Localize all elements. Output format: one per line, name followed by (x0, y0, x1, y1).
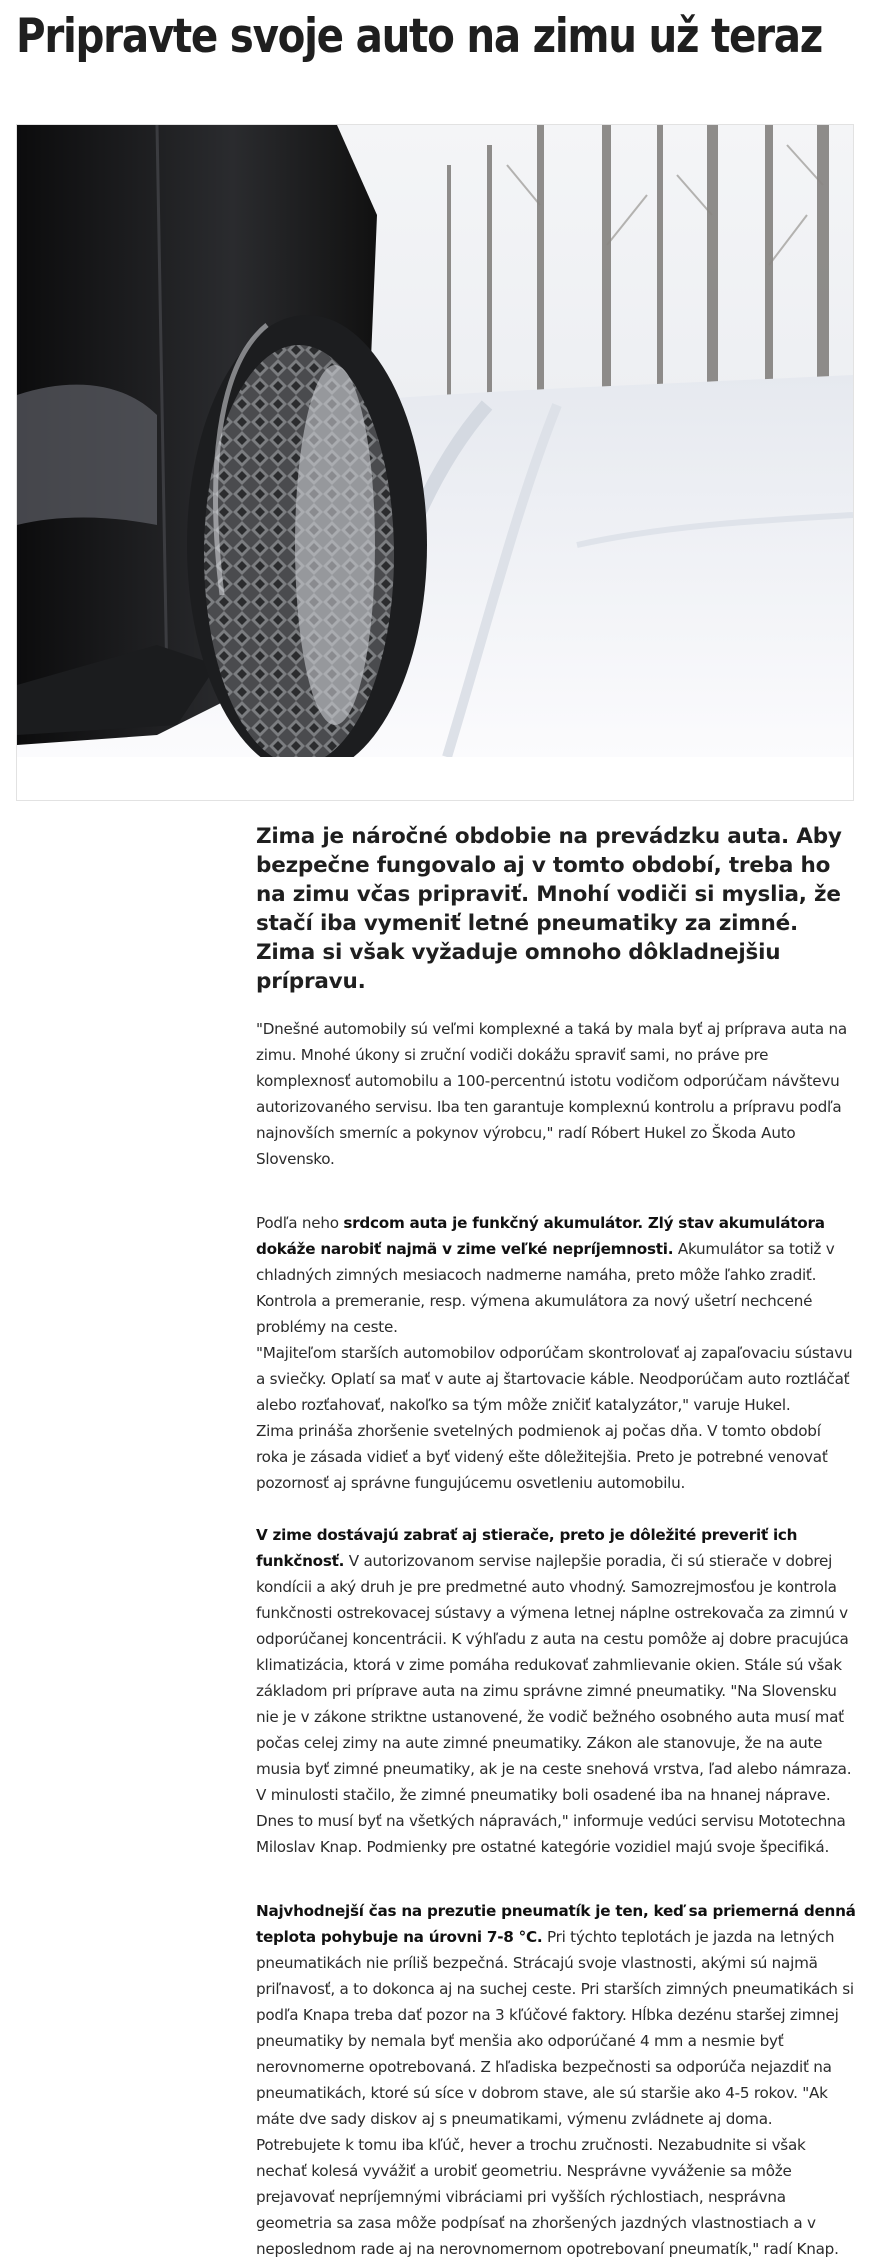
article-image (16, 124, 854, 801)
paragraph-battery (256, 1210, 856, 1340)
wipers-highlight: V zime dostávajú zabrať aj stierače, preto je dôležité preveriť ich funkčnosť. (256, 1526, 798, 1570)
battery-highlight: srdcom auta je funkčný akumulátor. Zlý stav akumulátora dokáže narobiť najmä v zime veľké nepríjemnosti. (256, 1214, 825, 1258)
battery-intro: Podľa neho (256, 1214, 344, 1232)
paragraph-tires (256, 1898, 856, 2262)
article-body (256, 822, 856, 2262)
tires-highlight: Najvhodnejší čas na prezutie pneumatík je ten, keď sa priemerná denná teplota pohybuje na úrovni 7-8 °C. (256, 1902, 856, 1946)
tires-text: Pri týchto teplotách je jazda na letných pneumatikách nie príliš bezpečná. Strácajú svoje vlastnosti, akými sú najmä priľnavosť, a to dokonca aj na suchej ceste. Pri starších zimných pneumatikách si podľa Knapa treba dať pozor na 3 kľúčové faktory. Hĺbka dezénu staršej zimnej pneumatiky by nemala byť menšia ako odporúčané 4 mm a nesmie byť nerovnomerne opotrebovaná. Z hľadiska bezpečnosti sa odporúča nejazdiť na pneumatikách, ktoré sú síce v dobrom stave, ale sú staršie ako 4-5 rokov. "Ak máte dve sady diskov aj s pneumatikami, výmenu zvládnete aj doma. Potrebujete k tomu iba kľúč, hever a trochu zručnosti. Nezabudnite si však nechať kolesá vyvážiť a urobiť geometriu. Nesprávne vyváženie sa môže prejavovať nepríjemnými vibráciami pri vyšších rýchlostiach, nesprávna geometria sa zasa môže podpísať na zhoršených jazdných vlastnostiach a v neposlednom rade aj na nerovnomernom opotrebovaní pneumatík," radí Knap. (256, 1928, 854, 2258)
car-tire-in-snow-photo (17, 125, 853, 757)
paragraph-wipers (256, 1522, 856, 1860)
paragraph-lighting: Zima prináša zhoršenie svetelných podmienok aj počas dňa. V tomto období roka je zásada vidieť a byť videný ešte dôležitejšia. Preto je potrebné venovať pozornosť aj správne fungujúcemu osvetleniu automobilu. (256, 1422, 828, 1492)
paragraph-quote-hukel: "Dnešné automobily sú veľmi komplexné a taká by mala byť aj príprava auta na zimu. Mnohé úkony si zruční vodiči dokážu spraviť sami, no práve pre komplexnosť automobilu a 100-percentnú istotu vodičom odporúčam návštevu autorizovaného servisu. Iba ten garantuje komplexnú kontrolu a prípravu podľa najnovších smerníc a pokynov výrobcu," radí Róbert Hukel zo Škoda Auto Slovensko. (256, 1020, 847, 1168)
wipers-text: V autorizovanom servise najlepšie poradia, či sú stierače v dobrej kondícii a aký druh je pre predmetné auto vhodný. Samozrejmosťou je kontrola funkčnosti ostrekovacej sústavy a výmena letnej náplne ostrekovača za zimnú v odporúčanej koncentrácii. K výhľadu z auta na cestu pomôže aj dobre pracujúca klimatizácia, ktorá v zime pomáha redukovať zahmlievanie okien. Stále sú však základom pri príprave auta na zimu správne zimné pneumatiky. "Na Slovensku nie je v zákone striktne ustanovené, že vodič bežného osobného auta musí mať počas celej zimy na aute zimné pneumatiky. Zákon ale stanovuje, že na aute musia byť zimné pneumatiky, ak je na ceste snehová vrstva, ľad alebo námraza. V minulosti stačilo, že zimné pneumatiky boli osadené iba na hnanej náprave. Dnes to musí byť na všetkých nápravách," informuje vedúci servisu Mototechna Miloslav Knap. Podmienky pre ostatné kategórie vozidiel majú svoje špecifiká. (256, 1552, 852, 1856)
paragraph-ignition-quote: "Majiteľom starších automobilov odporúčam skontrolovať aj zapaľovaciu sústavu a sviečky. Oplatí sa mať v aute aj štartovacie káble. Neodporúčam auto roztláčať alebo rozťahovať, nakoľko sa tým môže zničiť katalyzátor," varuje Hukel. (256, 1344, 853, 1414)
battery-text: Akumulátor sa totiž v chladných zimných mesiacoch nadmerne namáha, preto môže ľahko zradiť. Kontrola a premeranie, resp. výmena akumulátora za nový ušetrí nechcené problémy na ceste. (256, 1240, 835, 1336)
article-title: Pripravte svoje auto na zimu už teraz (16, 9, 823, 64)
article-lead: Zima je náročné obdobie na prevádzku auta. Aby bezpečne fungovalo aj v tomto období, treba ho na zimu včas pripraviť. Mnohí vodiči si myslia, že stačí iba vymeniť letné pneumatiky za zimné. Zima si však vyžaduje omnoho dôkladnejšiu prípravu. (256, 824, 842, 994)
